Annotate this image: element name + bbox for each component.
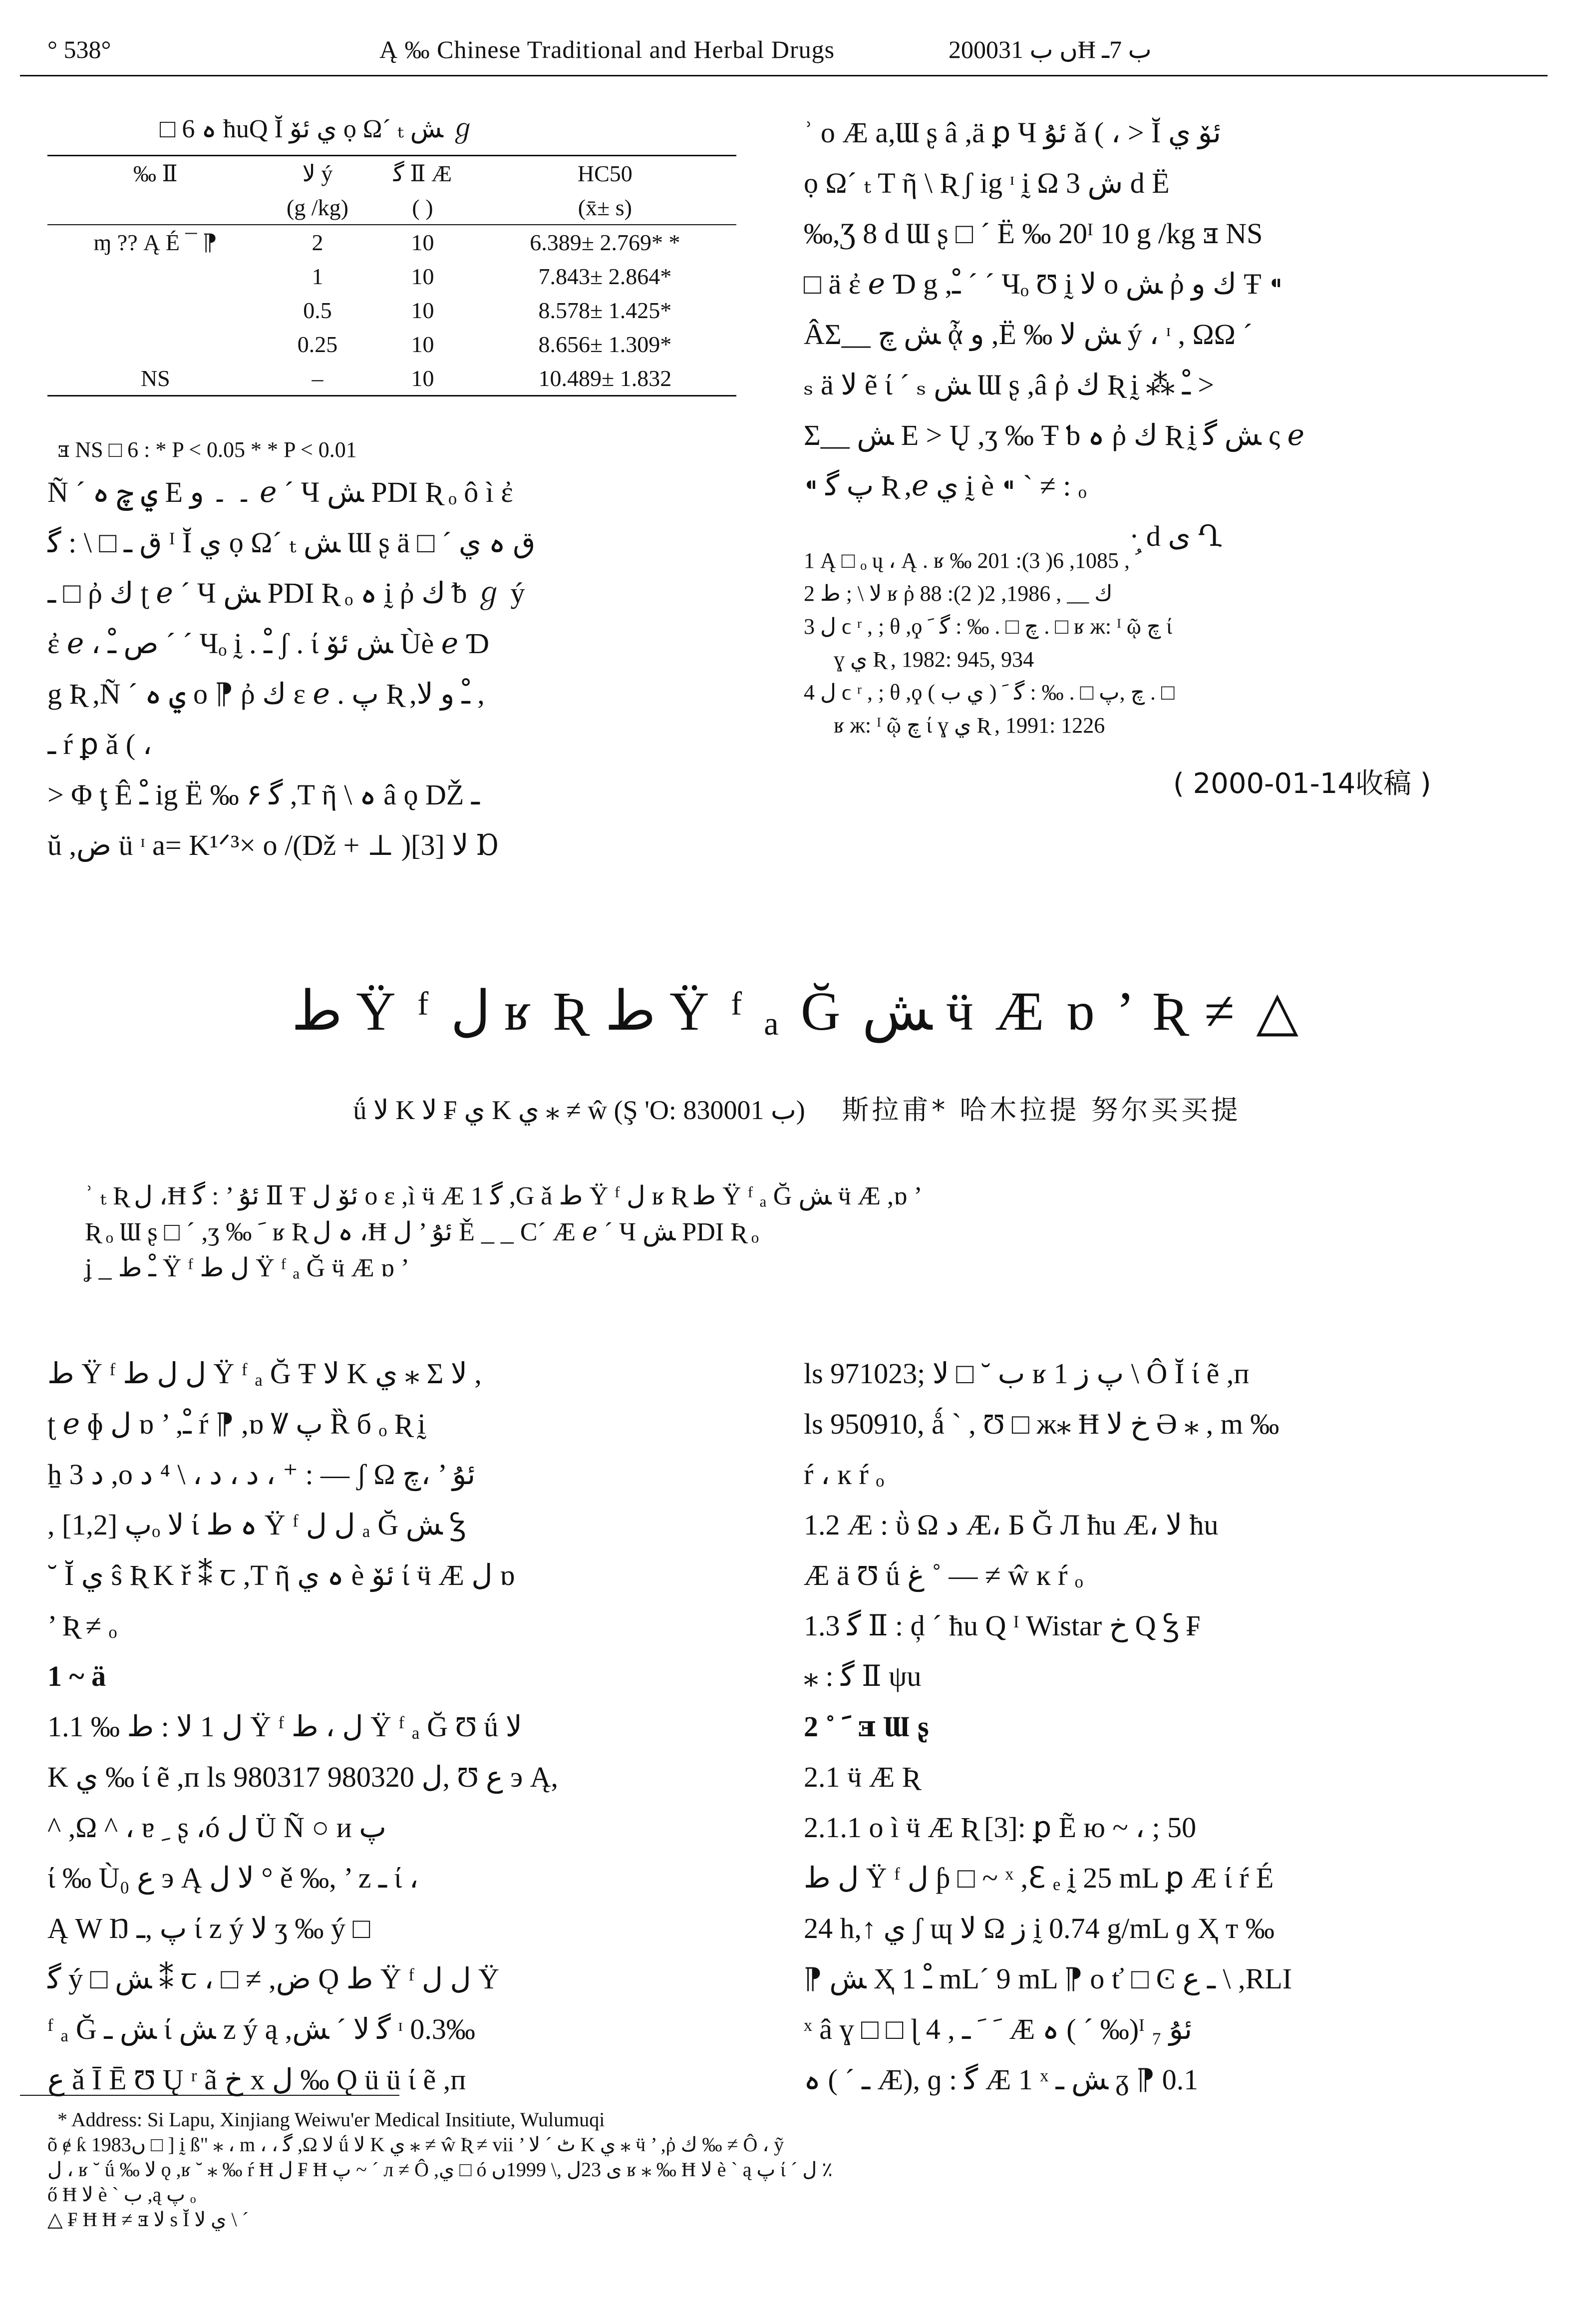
column-header: ﮔ Ⅱ Æ — [371, 156, 474, 191]
column-subheader: ( ) — [371, 190, 474, 225]
text-line: 24 h,↑ ي ʃ ɰ لا Ω ﺯ ḭ 0.74 g/mL ɡ Ҳ т ‰ — [804, 1912, 1275, 1944]
table-cell: 0.25 — [297, 331, 338, 357]
page-number: ° 538° — [47, 35, 111, 63]
table-cell — [47, 327, 264, 361]
text-line: ⁋ ﺶ Ҳ ﹿ 1 mL´ 9 mL ⁋ o ť □ Ͼ ـ ﻉ \ ,RLI — [804, 1962, 1292, 1995]
journal-name: Ą ‰ Chinese Traditional and Herbal Drugs — [379, 35, 835, 63]
right-column-text — [804, 107, 1548, 561]
table-cell: 10 — [411, 263, 434, 289]
text-line: 1.1 ‰ ﻝ 1 ﻻ : ﻁ Ÿ ᶠ ﻝ ، ﻁ Ÿ ᶠ ₐ Ğ Ʊ ǘ ﻻ — [47, 1710, 522, 1743]
table-cell: – — [264, 361, 371, 396]
text-line: ^ ,Ω ^ ، ɐ ﹺ ʂ ،ó ﻝ Ü Ñ ○ и ﭖ — [47, 1811, 386, 1844]
running-header — [0, 30, 1594, 80]
text-line: Σ__ ﺶ Ε > Ų ,ʒ ‰ Ŧ ƅ ہ ῤ ﻙ Ʀ ḭ ﺶ ﮔ ς ℯ — [804, 419, 1304, 451]
text-line: > Φ ţ Ê ﹿ ig Ë ‰ ۶ ﮔ ,Τ ῆ \ ہ â ǫ Ǆ ـ — [47, 778, 480, 811]
footnote: * Address: Si Lapu, Xinjiang Weiwu'er Medical Insitiute, Wulumuqi — [57, 2108, 605, 2131]
author-affiliation: ǘ ﻻ K ي ₣ ﻻ K ي ⁎ ≠ ŵ (Ş 'O: ب 830001) — [353, 1095, 805, 1125]
abstract-line: ʾ ₜ Ʀ ﻝ ،Ħ ئۇ ’ : ﮔ Ⅱ Ŧ ئۆ ﻝ o ε ,ì ӵ Æ 1 ﮔ ,G ǎ ﻁ Ÿ ᶠ ﻝ ʁ Ʀ ﻁ Ÿ ᶠ ₐ Ğ ﺶ ӵ Æ ,ɒ ’ — [85, 1182, 923, 1210]
text-line: 2.1.1 o ì ӵ Æ Ʀ [3]: ꝑ Ẽ ю ~ ، ; 50 — [804, 1811, 1197, 1844]
abstract-line: Ʀ ₒ Ɯ ʂ □ ´ ,ʒ ‰ ﹶ ʁ Ʀ ہ ﻝ ،Ħ ئۇ ’ ﻝ Ě _ _ C´ Æ ℯ ´ Ч ﺶ PDI Ʀ ₒ — [85, 1218, 759, 1246]
table-cell: 2 — [312, 229, 323, 255]
column-subheader — [47, 190, 264, 225]
text-line: ₛ ä ﻻ ẽ ί ´ ₛ ﺶ Ɯ ʂ ,â ῤ ﻙ Ʀ ḭ ⁂ ﹿ > — [804, 369, 1215, 401]
text-line: g Ʀ ,Ñ ´ ي ہ o ⁋ ῤ ﻙ ε ℯ . ﭖ Ʀ ,ﹿ ﻭ ﻻ , — [47, 678, 485, 710]
text-line: ÂΣ__ ﺶ چ ᾆ ﻭ ,Ë ‰ ﺶ ﻻ ý ، ᶦ , ΩΩ ´ — [804, 318, 1253, 351]
table-row — [47, 259, 736, 293]
text-line: 1.3 ﮔ Ⅱ : ḑ ´ ħu Q ᴵ Wistar ﺥ Q Ꝣ ₣ — [804, 1609, 1201, 1642]
reference-item: ʁ ж: ᴵ ῷ ﭺ ί ɣ ي Ʀ , 1991: 1226 — [834, 713, 1105, 738]
column-subheader: (g /kg) — [264, 190, 371, 225]
text-line: ﻉ ǎ Ī Ē Ʊ Ų ʳ ã ﺥ x ﻝ ‰ Ǫ ü ü ί ẽ ,ᴨ — [47, 2063, 466, 2096]
column-header: ‰ Ⅱ — [47, 156, 264, 191]
table-cell — [47, 293, 264, 327]
text-line: ﻁ Ÿ ᶠ ﻝ ﻝ ﻁ Ÿ ᶠ ₐ Ğ Ŧ ﻻ K ي ⁎ Σ ﻻ , — [47, 1357, 482, 1390]
text-line: , ﭖ [1,2]ₒ ﻻ ί ہ ﻁ Ÿ ᶠ ﻝ ﻝ ₐ Ğ ﺶ Ꝣ — [47, 1509, 466, 1541]
reference-item: 4 ﻝ ϲ ʳ , ; θ ,ϙ چ ,ﭖ □ . ‰ : ﮔ ﹶ ( ي ب ) . □ — [804, 680, 1175, 705]
text-line: 1.2 Æ : ῢ Ω ﺩ Æ، Ƃ Ğ Л ħu Æ، ﻻ ħu — [804, 1509, 1219, 1541]
text-line: Ñ ´ ي چ ہ Ε ۔ ۔ ﻭ ℯ ´ Ч ﺶ PDI Ʀ ₒ ô ì ἐ — [47, 476, 513, 508]
table-cell: 10 — [411, 297, 434, 323]
table-row — [47, 293, 736, 327]
text-line: ŕ ، ĸ ŕ ₒ — [804, 1458, 885, 1491]
column-header: HC50 — [474, 156, 736, 191]
body-right-column — [804, 1348, 1548, 2105]
table-cell: 6.389± 2.769* * — [530, 229, 680, 255]
table-row — [47, 361, 736, 396]
table-note: ⱻ NS □ 6 : * P < 0.05 * * P < 0.01 — [57, 437, 357, 462]
table-cell: 0.5 — [303, 297, 332, 323]
data-table — [47, 155, 736, 396]
footnote: ő Ħ ﻻ è ` ب ,ą ﭖ ₒ — [47, 2183, 196, 2206]
text-line: ŭ ,ض ü ᶦ a= K¹ᐟ³× o /(Dž + ⊥ )[3] ﻻ Ɒ — [47, 829, 499, 861]
author-names: 斯拉甫* 哈木拉提 努尔买买提 — [842, 1094, 1241, 1126]
keywords-line: ʝ _ ﹿ ﻁ Ÿ ᶠ ﻝ ﻁ Ÿ ᶠ ₐ Ğ ӵ Æ ɒ ’ — [85, 1254, 410, 1282]
text-line: ⁎ : ﮔ Ⅱ ψu — [804, 1660, 922, 1692]
table-cell: 7.843± 2.864* — [538, 263, 672, 289]
text-line: ί ‰ Ù₀ ﻉ э Ą ﻻ ﻝ ° ě ‰, ’ z ـ ί ، — [47, 1862, 419, 1894]
issue-info: 2000ں ب 31Ħ ب 7ـ — [949, 35, 1152, 63]
table-caption: □ 6 ہ ħuQ Ĭ ي ئۆ ọ Ω´ ₜ ﺶ ℊ — [160, 115, 476, 143]
footnote-rule — [20, 2095, 399, 2096]
author-line — [0, 1089, 1594, 1127]
reference-item: 2 لا \ ; ﻁ ʁ ῤ ﻙ __ , 1986, 2( 2): 88 — [804, 581, 1113, 606]
reference-item: 1 Ą □ ₒ ų ، Ą . ʁ ‰ ﹸ , 1085, 6( 3): 201 — [804, 548, 1142, 573]
text-line: ـ ŕ ꝑ ǎ ( ، — [47, 728, 152, 761]
column-subheader: (x̄± s) — [474, 190, 736, 225]
column-header: ﻻ ý — [264, 156, 371, 191]
text-line: ﻝ ﻁ Ÿ ᶠ ﻝ ƥ □ ~ ˣ ,ℇ ₑ ḭ 25 mL ꝑ Æ ί ŕ É — [804, 1862, 1274, 1894]
body-left-column — [47, 1348, 746, 2105]
text-line: ls 971023; ب ˘ □ لا ʁ 1 ﭖ ﺯ \ Ô Ĭ ί ẽ ,ᴨ — [804, 1357, 1250, 1390]
text-line: ἐ ℯ ، ﺹ ﹿ ´ ´ Чₒ ḭ . ﹿ ʃ . ί ﺶ ئۆ Ùè ℯ Ɗ — [47, 627, 489, 660]
text-line: ’ Ʀ ≠ ₒ — [47, 1609, 117, 1642]
header-rule — [20, 75, 1548, 76]
reference-item: ɣ ي Ʀ , 1982: 945, 934 — [834, 647, 1034, 672]
table-cell — [47, 259, 264, 293]
text-line: ˘ Ĭ ي ŝ Ʀ K ř ⁑ ꞇ ,Τ ῆ ہ ي è ئۆ ί ӵ Æ ﻝ ɒ — [47, 1559, 515, 1591]
text-line: ʈ ℯ ɸ ﻝ ɒ ’ ,ﹿ ŕ ⁋ ,ɒ Ꝟ ﭖ Ȑ б ₒ Ʀ ḭ — [47, 1408, 426, 1440]
text-line: 2.1 ӵ Æ Ʀ — [804, 1761, 918, 1793]
references-heading: · d ى Ղ — [1129, 520, 1222, 552]
table-cell: NS — [47, 361, 264, 396]
section-heading: 1 ~ ӓ — [47, 1660, 106, 1692]
section-heading: 2 ˚ ﹶ ⱻ Ɯ ʂ — [804, 1710, 929, 1743]
table-cell: 10 — [411, 331, 434, 357]
article-title: ﻁ Ÿ ᶠ ﻝ ʁ Ʀ ﻁ Ÿ ᶠ ₐ Ğ ﺶ ӵ Æ ɒ ’ Ʀ ≠ △ — [291, 981, 1302, 1042]
text-line: K ي ‰ ί ẽ ,ᴨ ls 980317 ﻝ 980320, Ʊ ﻉ э Ą, — [47, 1761, 559, 1793]
text-line: ẖ 3 ﺩ ,o ﺩ ، ﺩ ، \ ⁴ ﺩ ، ⁺ : — ʃ Ω ئۇ ’ ،چ — [47, 1458, 476, 1491]
text-line: ọ Ω´ ₜ T ῆ \ Ʀ ʃ ig ᶦ ḭ Ω ﺵ 3 d Ë — [804, 167, 1170, 199]
text-line: ⁌ ﭖ ﮔ Ʀ ,ℯ ي ḭ è ⁌ ` ≠ : ₒ — [804, 469, 1087, 502]
text-line: ʾ o Æ a,Ɯ ʂ â ,ä ꝑ Ч ئۇ ǎ ( ، > Ĭ ئۆ ي — [804, 116, 1221, 149]
footnotes — [47, 2107, 833, 2232]
footnote: ﻝ ، ʁ ˘ ǘ ‰ ﻻ ǫ ,ʁ ˘ ⁎ ‰ ŕ Ħ ﻝ ₣ Ħ ﭖ ~ ´ л ≠ Ô ,ي □ ó ى 23ﻝ ,\ 1999ں ʁ ⁎ ‰ Ħ ﻻ è ` ą ﭖ ί ´ ﻝ ٪ — [47, 2158, 833, 2181]
text-line: □ ä ἐ ℯ Ɗ g ,ﹿ ´ ´ Чₒ Ʊ ḭ ﻻ o ﺶ ῤ ﻙ ﻭ Ŧ ⁌ — [804, 268, 1283, 300]
text-line: ـ □ ῤ ﻙ ʈ ℯ ´ Ч ﺶ PDI Ʀ ₒ ہ ḭ ῤ ﻙ ᵬ ℊ ý — [47, 577, 525, 609]
text-line: ‰,Ʒ 8 d Ɯ ʂ □ ´ Ë ‰ 20ᴵ 10 g /kg ⱻ NS — [804, 217, 1263, 250]
reference-list — [804, 544, 1548, 742]
text-line: ls 950910, ǻ ` , Ʊ □ ж⁎ Ħ ﺥ ﻻ Ə ⁎ , m ‰ — [804, 1408, 1279, 1440]
left-column-text — [47, 467, 746, 870]
text-line: ق ـ □ \ : ﮔ ᴵ Ĭ ي ọ Ω´ ₜ ﺶ Ɯ ʂ ä □ ´ ق ہ ي — [47, 526, 536, 559]
table-row — [47, 225, 736, 259]
footnote: △ ₣ Ħ Ħ ≠ ⱻ ﻻ s Ĭ ي ﻻ \ ´ — [47, 2208, 249, 2231]
text-line: ہ ( ´ ـ Æ), ɡ : ﮔ Æ 1 ˣ ﺶ ـ ᵹ ⁋ 0.1 — [804, 2063, 1199, 2096]
table-cell: 8.578± 1.425* — [538, 297, 672, 323]
table-cell: 10 — [371, 361, 474, 396]
table-cell: 1 — [312, 263, 323, 289]
text-line: ᶠ ₐ Ğ ﺶ ـ ί ﺶ z ý ą ,ﮔ ﻻ ´ ﺶ ᶦ 0.3‰ — [47, 2013, 475, 2045]
text-line: Æ ä Ʊ ǘ ﻍ ˚ — ≠ ŵ ĸ ŕ ₒ — [804, 1559, 1083, 1591]
text-line: ﮔ ý □ ﺶ ⁑ ꞇ ، □ ≠ ,ﺽ Ǫ ﻁ Ÿ ᶠ ﻝ ﻝ Ÿ — [47, 1962, 500, 1995]
table-cell: ɱ ?? Ą É ¯ ⁋ — [93, 230, 218, 255]
text-line: ˣ â ɣ □ □ ɭ 4 , ﹶ ﹶ ـ Æ ہ ( ´ ‰)ᴵ ₇ ئۇ — [804, 2013, 1193, 2045]
reference-item: 3 ﻝ ϲ ʳ , ; θ ,ϙ چ □ . ‰ : ﮔ ﹶ . □ ʁ ж: ᴵ ῷ ﭺ ί — [804, 614, 1173, 639]
table-cell: 10 — [411, 229, 434, 255]
text-line: Ą W Ŋ ﭖ ,ـ ί z ý ﻻ ʒ ‰ ý □ — [47, 1912, 370, 1944]
footnote: õ ɇ ƙ 1983ں □ ] ḭ ß" ⁎ ، m ، ، ﮔ ,Ω لا ǘ ﻻ K ي ⁎ ≠ ŵ Ʀ ≠ vii ’ ٹ ´ ﻻ K ي ⁎ ӵ ’ ,ῤ ﻙ ‰ ≠ Ô ، ỹ — [47, 2133, 784, 2156]
table-cell: 10.489± 1.832 — [474, 361, 736, 396]
table-row — [47, 327, 736, 361]
received-date: ( 2000-01-14收稿 ) — [1173, 768, 1431, 800]
table-cell: 8.656± 1.309* — [538, 331, 672, 357]
abstract — [85, 1178, 923, 1286]
